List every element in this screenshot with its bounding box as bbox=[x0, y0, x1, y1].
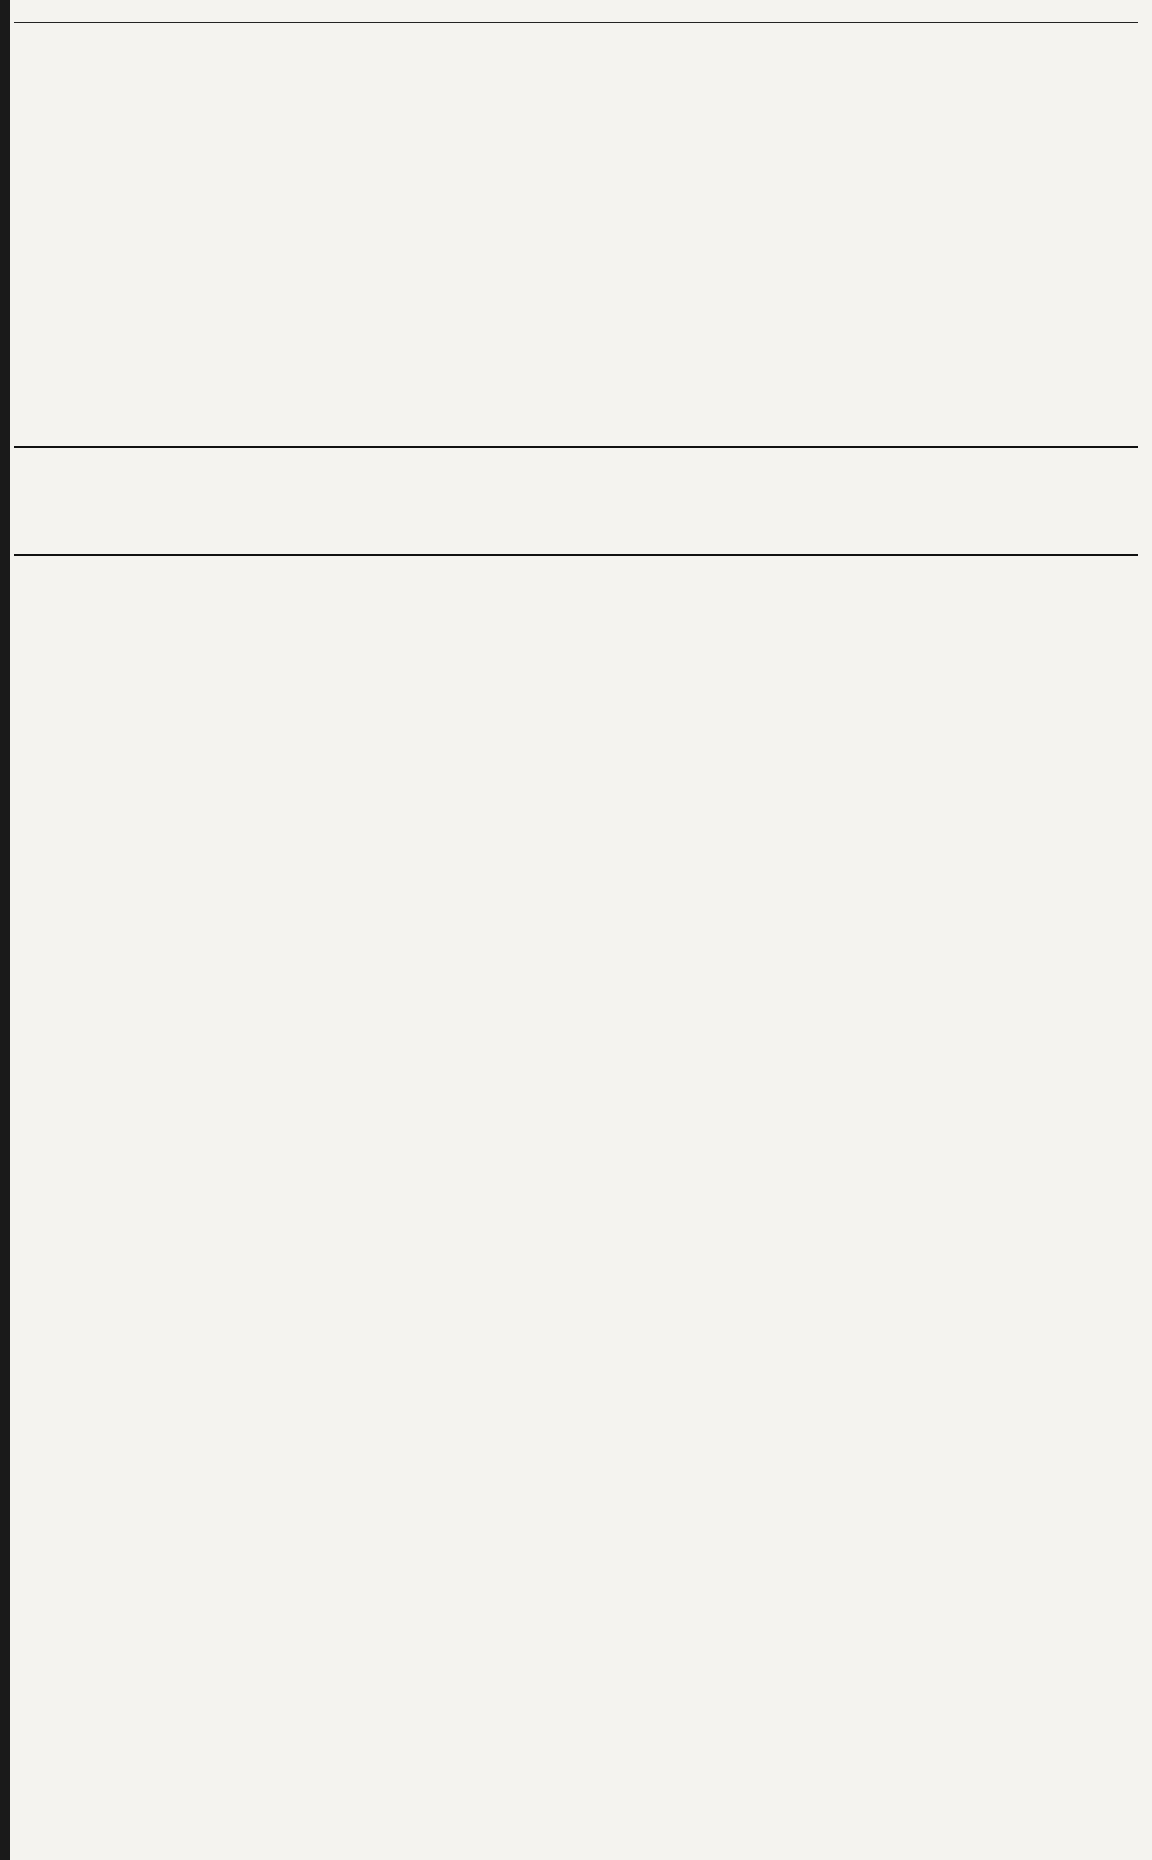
page-header bbox=[14, 6, 1138, 22]
student-ads-band bbox=[14, 556, 1138, 1854]
scan-edge bbox=[0, 0, 10, 1860]
banner bbox=[14, 446, 1138, 556]
classified-top-band bbox=[14, 22, 1138, 443]
